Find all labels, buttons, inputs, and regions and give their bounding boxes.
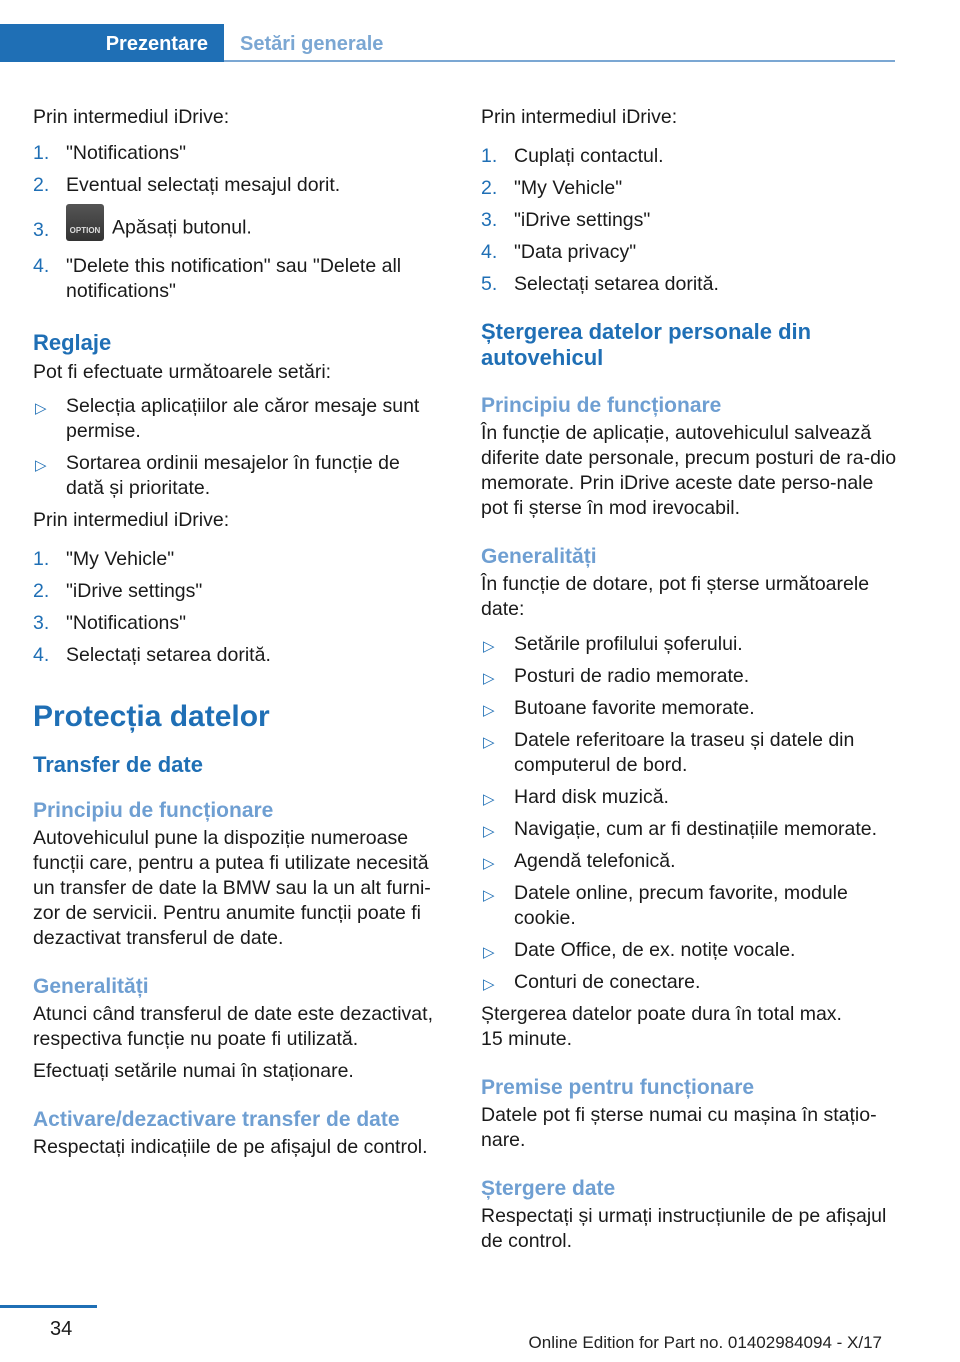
triangle-bullet-icon: ▷: [483, 638, 495, 655]
option-button-icon: OPTION: [66, 204, 104, 241]
steps-list: [33, 141, 443, 304]
list-item: ▷ Sortarea ordinii mesajelor în funcție de dată și prioritate.: [35, 452, 400, 499]
paragraph: Efectuați setările numai în staționare.: [33, 1060, 354, 1082]
list-item: ▷ Hard disk muzică.: [481, 785, 901, 810]
right-column: [481, 100, 901, 1254]
triangle-bullet-icon: ▷: [35, 400, 47, 417]
list-item: 2. Eventual selectați mesajul dorit.: [33, 174, 341, 196]
header-divider: [224, 60, 895, 62]
paragraph: Atunci când transferul de date este dezactivat, respectiva funcție nu poate fi utilizată.: [33, 1003, 433, 1050]
list-item: 1. Cuplați contactul.: [481, 145, 664, 167]
list-item: 3. "iDrive settings": [481, 209, 651, 231]
steps-list: [33, 547, 443, 668]
paragraph: Pot fi efectuate următoarele setări:: [33, 361, 332, 383]
triangle-bullet-icon: ▷: [483, 791, 495, 808]
paragraph: Datele pot fi șterse numai cu mașina în stațio-nare.: [481, 1104, 877, 1151]
subsection-title: Principiu de funcționare: [481, 394, 722, 417]
page-number: 34: [50, 1318, 73, 1340]
edition-text: Online Edition for Part no. 01402984094 - X/17: [528, 1333, 882, 1352]
list-item: 4. Selectați setarea dorită.: [33, 644, 271, 666]
list-item: 3. OPTION Apăsați butonul.: [33, 210, 443, 247]
triangle-bullet-icon: ▷: [35, 457, 47, 474]
section-title: Ștergerea datelor personale din autovehicul: [481, 319, 812, 370]
triangle-bullet-icon: ▷: [483, 702, 495, 719]
triangle-bullet-icon: ▷: [483, 944, 495, 961]
triangle-bullet-icon: ▷: [483, 734, 495, 751]
list-item: 2. "My Vehicle": [481, 177, 623, 199]
triangle-bullet-icon: ▷: [483, 855, 495, 872]
section-title: Reglaje: [33, 330, 112, 355]
triangle-bullet-icon: ▷: [483, 823, 495, 840]
paragraph: Respectați și urmați instrucțiunile de pe afișajul de control.: [481, 1205, 887, 1252]
subsection-title: Generalități: [33, 975, 149, 998]
paragraph: În funcție de aplicație, autovehiculul salvează diferite date personale, precum posturi de ra-dio memorate. Prin iDrive aceste date perso-nale pot fi șterse în mod irevocabil.: [481, 422, 897, 519]
list-item: 4. "Data privacy": [481, 241, 637, 263]
list-item: ▷ Datele online, precum favorite, module cookie.: [483, 882, 848, 929]
list-item: 3. "Notifications": [33, 612, 187, 634]
list-item: 5. Selectați setarea dorită.: [481, 273, 719, 295]
triangle-bullet-icon: ▷: [483, 670, 495, 687]
subsection-title: Principiu de funcționare: [33, 799, 274, 822]
triangle-bullet-icon: ▷: [483, 976, 495, 993]
list-item: 4. "Delete this notification" sau "Delete all notifications": [33, 255, 402, 302]
tab-prezentare[interactable]: [0, 24, 224, 62]
list-item: ▷ Agendă telefonică.: [481, 849, 901, 874]
list-item: 1. "My Vehicle": [33, 548, 175, 570]
list-item: ▷ Butoane favorite memorate.: [481, 696, 901, 721]
subsection-title: Generalități: [481, 545, 597, 568]
list-item: ▷ Conturi de conectare.: [481, 970, 901, 995]
steps-list: [481, 144, 901, 297]
bullet-list: [481, 632, 901, 995]
triangle-bullet-icon: ▷: [483, 887, 495, 904]
paragraph: Autovehiculul pune la dispoziție numeroase funcții care, pentru a putea fi utilizate necesită un transfer de date la BMW sau la un alt furni-zor de servicii. Pentru anumite funcții poate fi dezactivat transferul de date.: [33, 827, 431, 949]
bullet-list: [33, 394, 443, 501]
paragraph: În funcție de dotare, pot fi șterse următoarele date:: [481, 573, 870, 620]
subsection-title: Premise pentru funcționare: [481, 1076, 755, 1099]
subsection-title: Ștergere date: [481, 1177, 616, 1200]
left-column: [33, 100, 443, 1160]
list-item: 1. "Notifications": [33, 142, 187, 164]
list-item: ▷ Setările profilului șoferului.: [481, 632, 901, 657]
paragraph: Respectați indicațiile de pe afișajul de control.: [33, 1136, 428, 1158]
tab-setari-generale[interactable]: Setări generale: [240, 33, 384, 55]
list-item: ▷ Posturi de radio memorate.: [481, 664, 901, 689]
list-item: 2. "iDrive settings": [33, 580, 203, 602]
intro-text: Prin intermediul iDrive:: [481, 106, 678, 128]
tab-prezentare-label: Prezentare: [105, 33, 208, 55]
paragraph: Ștergerea datelor poate dura în total max. 15 minute.: [481, 1003, 842, 1050]
list-item: ▷ Date Office, de ex. notițe vocale.: [481, 938, 901, 963]
intro-text: Prin intermediul iDrive:: [33, 509, 230, 531]
list-item: ▷ Navigație, cum ar fi destinațiile memorate.: [481, 817, 901, 842]
list-item: ▷ Selecția aplicațiilor ale căror mesaje sunt permise.: [35, 395, 420, 442]
section-title: Transfer de date: [33, 752, 203, 777]
footer-divider: [0, 1305, 97, 1308]
chapter-title: Protecția datelor: [33, 700, 270, 733]
subsection-title: Activare/dezactivare transfer de date: [33, 1108, 400, 1131]
intro-text: Prin intermediul iDrive:: [33, 106, 230, 128]
list-item: ▷ Datele referitoare la traseu și datele din computerul de bord.: [483, 729, 855, 776]
